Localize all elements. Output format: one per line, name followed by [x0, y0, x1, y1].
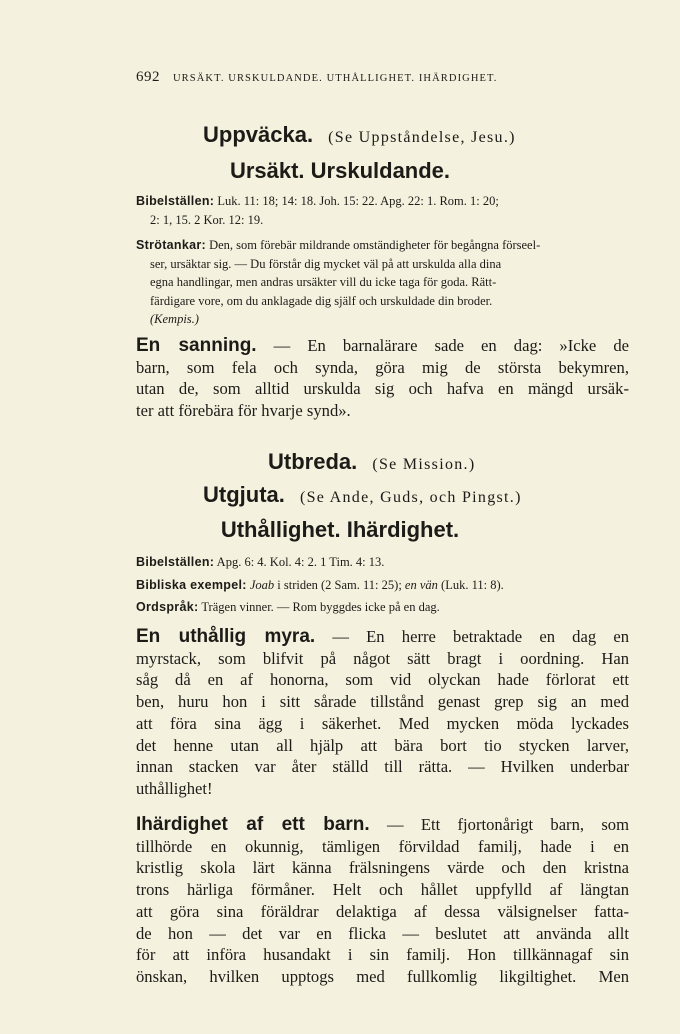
myra-line: uthållighet! [136, 778, 213, 798]
page-number: 692 [136, 69, 160, 85]
title-myra: En uthållig myra. [136, 626, 316, 647]
ihardighet-line: kristlig skola lärt känna frälsningens värde och den kristna [136, 858, 629, 878]
heading-uthallighet: Uthållighet. Ihärdighet. [220, 517, 460, 542]
myra-line: innan stacken var åter ställd till rätta. — Hvilken underbar [136, 757, 629, 777]
example-en-van-ref: (Luk. 11: 8). [441, 577, 504, 592]
sanning-line: utan de, som alltid urskulda sig och hafva en mängd ursäk- [136, 379, 629, 399]
entry-ursakt [0, 158, 680, 184]
entry-uppvacka [203, 122, 516, 148]
label-bibliska-exempel: Bibliska exempel: [136, 577, 247, 592]
anecdote-sanning [136, 335, 629, 422]
title-sanning: En sanning. [136, 335, 257, 356]
myra-line: det henne utan all hjälp att bära bort tio stycken larver, [136, 735, 629, 755]
myra-line: såg då en af honorna, som vid olyckan hade förlorat ett [136, 670, 629, 690]
strotankar-line2: ser, ursäktar sig. — Du förstår dig mycket väl på att urskulda alla dina [150, 256, 502, 271]
title-ihardighet: Ihärdighet af ett barn. [136, 814, 370, 835]
running-title: URSÄKT. URSKULDANDE. UTHÅLLIGHET. IHÄRDIGHET. [173, 73, 498, 84]
ordsprak-text: Trägen vinner. — Rom byggdes icke på en dag. [201, 600, 440, 614]
example-joab-ref: i striden (2 Sam. 11: 25); [277, 577, 402, 592]
ref-utgjuta: (Se Ande, Guds, och Pingst.) [299, 489, 522, 506]
strotankar-line4: färdigare vore, om du anklagade dig själf och urskuldade din broder. [150, 293, 493, 308]
anecdote-myra [136, 626, 629, 800]
ihardighet-line: — Ett fjortonårigt barn, som [386, 815, 629, 834]
ihardighet-line: att göra sina föräldrar delaktiga af dessa välsignelser fatta- [136, 901, 629, 921]
ref-utbreda: (Se Mission.) [372, 456, 476, 473]
myra-line: myrstack, som blifvit på något sätt bragt i oordning. Han [136, 648, 629, 668]
heading-ursakt: Ursäkt. Urskuldande. [229, 158, 451, 183]
heading-utbreda: Utbreda. [268, 449, 358, 474]
strotankar-line1: Den, som förebär mildrande omständigheter för begångna förseel- [209, 238, 541, 252]
myra-line: att föra sina ägg i säkerhet. Med mycken möda lyckades [136, 713, 629, 733]
sanning-line: barn, som fela och synda, göra mig de största bekymren, [136, 357, 629, 377]
entry-utgjuta [203, 482, 522, 508]
anecdote-ihardighet [136, 814, 629, 988]
ihardighet-line: för att införa husandakt i sin familj. Hon tillkännagaf sin [136, 945, 629, 965]
example-en-van: en vän [404, 577, 438, 592]
label-bibelstallen: Bibelställen: [136, 555, 215, 569]
uthallighet-refs [136, 553, 629, 617]
running-head [136, 68, 498, 86]
uth-bible-refs: Apg. 6: 4. Kol. 4: 2. 1 Tim. 4: 13. [216, 555, 385, 569]
ihardighet-line: önskan, hvilken upptogs med fullkomlig likgiltighet. Men [136, 966, 629, 986]
entry-uthallighet [0, 517, 680, 543]
bible-refs-line1: Luk. 11: 18; 14: 18. Joh. 15: 22. Apg. 22: 1. Rom. 1: 20; [217, 194, 499, 208]
label-strotankar: Strötankar: [136, 238, 206, 252]
ihardighet-line: trons härliga förmåner. Helt och hållet uppfylld af längtan [136, 880, 629, 900]
label-ordsprak: Ordspråk: [136, 600, 199, 614]
ursakt-bible-refs [136, 192, 629, 229]
ihardighet-line: tillhörde en okunnig, tämligen förvildad familj, hade i en [136, 836, 629, 856]
ihardighet-line: de hon — det var en flicka — beslutet att använda allt [136, 923, 629, 943]
example-joab: Joab [249, 577, 275, 592]
bible-refs-line2: 2: 1, 15. 2 Kor. 12: 19. [150, 212, 264, 227]
myra-line: ben, huru hon i sitt sårade tillstånd genast grep sig an med [136, 692, 629, 712]
strotankar-source: (Kempis.) [150, 312, 199, 326]
ref-uppvacka: (Se Uppståndelse, Jesu.) [328, 129, 516, 146]
sanning-line: — En barnalärare sade en dag: »Icke de [273, 336, 629, 355]
label-bibelstallen: Bibelställen: [136, 194, 215, 208]
myra-line: — En herre betraktade en dag en [332, 627, 629, 646]
strotankar-line3: egna handlingar, men andras ursäkter vill du icke taga för goda. Rätt- [150, 275, 497, 289]
strotankar [136, 236, 629, 329]
heading-uppvacka: Uppväcka. [203, 122, 314, 147]
sanning-line: ter att förebära för hvarje synd». [136, 401, 351, 421]
entry-utbreda [268, 449, 475, 475]
heading-utgjuta: Utgjuta. [203, 482, 285, 507]
